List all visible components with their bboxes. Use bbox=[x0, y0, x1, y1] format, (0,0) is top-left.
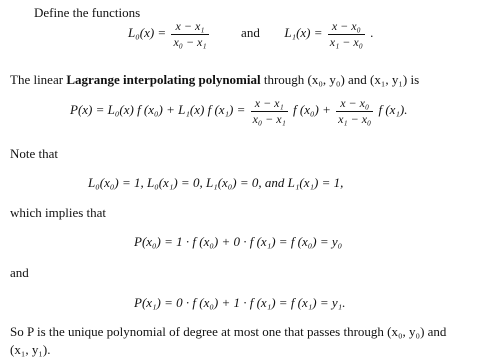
P-frac1-denominator: x₀ − x₁ bbox=[252, 111, 286, 126]
L0-fraction bbox=[171, 20, 208, 48]
L1-denominator: x₁ − x₀ bbox=[329, 34, 363, 49]
P-fraction-1 bbox=[251, 97, 288, 125]
L0-numerator: x − x₁ bbox=[171, 20, 208, 35]
lagrange-definition-text bbox=[10, 73, 419, 86]
note-text: Note that bbox=[10, 146, 59, 161]
P-f0-term: f (x₀) + bbox=[293, 102, 331, 118]
P-at-x1-equation: P(x₁) = 0 · f (x₀) + 1 · f (x₁) = f (x₁) = y₁. bbox=[134, 295, 346, 310]
P-f1-term: f (x₁). bbox=[378, 102, 408, 118]
polynomial-equation bbox=[70, 97, 408, 125]
conclusion-line-2: (x₁, y₁). bbox=[10, 342, 51, 357]
lagrange-term: Lagrange interpolating polynomial bbox=[66, 72, 261, 87]
L1-fraction bbox=[328, 20, 365, 48]
intro-text: Define the functions bbox=[34, 5, 141, 20]
P-frac2-denominator: x₁ − x₀ bbox=[338, 111, 372, 126]
implies-text: which implies that bbox=[10, 205, 107, 220]
conclusion-line-1: So P is the unique polynomial of degree at most one that passes through (x₀, y₀) and bbox=[10, 324, 447, 339]
L1-period: . bbox=[370, 25, 374, 41]
P-frac2-numerator: x − x₀ bbox=[336, 97, 373, 112]
P-lhs: P(x) = L₀(x) f (x₀) + L₁(x) f (x₁) = bbox=[70, 102, 246, 118]
L1-numerator: x − x₀ bbox=[328, 20, 365, 35]
L0-denominator: x₀ − x₁ bbox=[173, 34, 207, 49]
and-text: and bbox=[10, 265, 29, 280]
L1-lhs: L₁(x) = bbox=[284, 25, 323, 41]
basis-values-equation: L₀(x₀) = 1, L₀(x₁) = 0, L₁(x₀) = 0, and L₁(x₁) = 1, bbox=[88, 175, 344, 190]
basis-functions-equation bbox=[128, 20, 373, 48]
P-at-x0-equation: P(x₀) = 1 · f (x₀) + 0 · f (x₁) = f (x₀) = y₀ bbox=[134, 234, 343, 249]
L0-lhs: L₀(x) = bbox=[128, 25, 167, 41]
P-frac1-numerator: x − x₁ bbox=[251, 97, 288, 112]
and-connector: and bbox=[241, 25, 260, 41]
linear-suffix: through (x₀, y₀) and (x₁, y₁) is bbox=[263, 72, 420, 87]
linear-prefix: The linear bbox=[10, 72, 64, 87]
P-fraction-2 bbox=[336, 97, 373, 125]
